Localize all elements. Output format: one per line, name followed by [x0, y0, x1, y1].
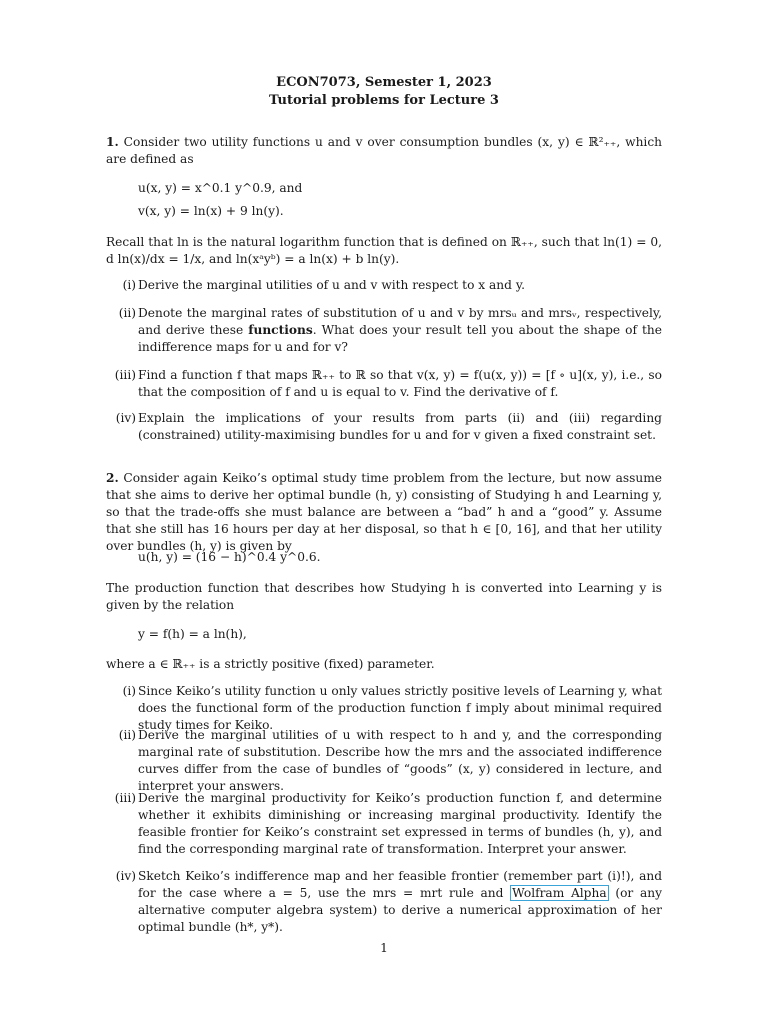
- q1-item-iii-label: (iii): [114, 368, 136, 382]
- q1-item-iii: [106, 367, 662, 401]
- q1-item-ii: [106, 305, 662, 356]
- q2-item-iv-text-post: (or any alternative computer algebra system) to derive a numerical approximation of her optimal bundle (h*, y*).: [138, 886, 662, 934]
- q1-item-i-label: (i): [122, 278, 136, 292]
- q2-intro-text: Consider again Keiko’s optimal study time problem from the lecture, but now assume that she aims to derive her optimal bundle (h, y) consisting of Studying h and Learning y, so that the trade-offs she must balance are between a “bad” h and a “good” y. Assume that she still has 16 hours per day at her disposal, so that h ∈ [0, 16], and that her utility over bundles (h, y) is given by: [106, 471, 662, 553]
- document-subtitle: Tutorial problems for Lecture 3: [269, 93, 499, 108]
- q2-where: [106, 656, 662, 673]
- q1-recall: [106, 234, 662, 268]
- q1-item-i: [106, 277, 662, 294]
- q1-intro: [106, 134, 662, 168]
- q2-item-iii-label: (iii): [114, 791, 136, 805]
- q1-item-iii-text: Find a function f that maps ℝ₊₊ to ℝ so that v(x, y) = f(u(x, y)) = [f ∘ u](x, y), i.e., so that the composition of f and u is equal to v. Find the derivative of f.: [138, 368, 662, 399]
- q2-item-i-label: (i): [122, 684, 136, 698]
- q2-item-ii-text: Derive the marginal utilities of u with respect to h and y, and the corresponding marginal rate of substitution. Describe how the mrs and the associated indifference curves differ from the case of bundles of “goods” (x, y) considered in lecture, and interpret your answers.: [138, 728, 662, 793]
- q2-item-iv-text-pre: Sketch Keiko’s indifference map and her feasible frontier (remember part (i)!), and for the case where a = 5, use the mrs = mrt rule and: [138, 869, 662, 900]
- q1-equation-v: v(x, y) = ln(x) + 9 ln(y).: [138, 204, 284, 218]
- page-number: 1: [380, 941, 388, 955]
- q2-equation-u: u(h, y) = (16 − h)^0.4 y^0.6.: [138, 550, 321, 564]
- q2-item-i-text: Since Keiko’s utility function u only values strictly positive levels of Learning y, what does the functional form of the production function f imply about minimal required study times for Keiko.: [138, 684, 662, 732]
- course-title: ECON7073, Semester 1, 2023: [276, 75, 492, 90]
- q1-item-ii-text-pre: Denote the marginal rates of substitution of u and v by mrsᵤ and mrsᵥ, respectively, and derive these: [138, 306, 662, 337]
- q2-number: 2.: [106, 471, 119, 485]
- q2-where-text: where a ∈ ℝ₊₊ is a strictly positive (fixed) parameter.: [106, 657, 435, 671]
- q1-intro-text: Consider two utility functions u and v over consumption bundles (x, y) ∈ ℝ²₊₊, which are defined as: [106, 135, 662, 166]
- q1-item-ii-text-post: . What does your result tell you about the shape of the indifference maps for u and for v?: [138, 323, 662, 354]
- wolfram-alpha-link[interactable]: Wolfram Alpha: [512, 886, 607, 900]
- q1-equation-u: u(x, y) = x^0.1 y^0.9, and: [138, 181, 303, 195]
- q1-item-iv: [106, 410, 662, 444]
- q1-item-iv-text: Explain the implications of your results from parts (ii) and (iii) regarding (constrained) utility-maximising bundles for u and for v given a fixed constraint set.: [138, 411, 662, 442]
- q1-item-iv-label: (iv): [115, 411, 136, 425]
- q2-equation-f: y = f(h) = a ln(h),: [138, 627, 247, 641]
- q2-item-iv-label: (iv): [115, 869, 136, 883]
- q2-intro: [106, 470, 662, 555]
- q1-item-ii-bold: functions: [248, 323, 313, 337]
- document-header: [0, 74, 768, 110]
- q1-number: 1.: [106, 135, 119, 149]
- q2-item-ii-label: (ii): [118, 728, 136, 742]
- q2-production: [106, 580, 662, 614]
- q2-item-iii: [106, 790, 662, 858]
- q2-item-iv: [106, 868, 662, 936]
- q2-item-iv-text: [138, 868, 662, 936]
- q2-item-iii-text: Derive the marginal productivity for Keiko’s production function f, and determine whether it exhibits diminishing or increasing marginal productivity. Identify the feasible frontier for Keiko’s constraint set expressed in terms of bundles (h, y), and find the corresponding marginal rate of transformation. Interpret your answer.: [138, 791, 662, 856]
- q2-item-ii: [106, 727, 662, 795]
- q1-item-ii-text: [138, 305, 662, 356]
- q1-recall-text: Recall that ln is the natural logarithm function that is defined on ℝ₊₊, such that ln(1) = 0, d ln(x)/dx = 1/x, and ln(xᵃyᵇ) = a ln(x) + b ln(y).: [106, 235, 662, 266]
- q1-item-i-text: Derive the marginal utilities of u and v with respect to x and y.: [138, 278, 525, 292]
- q1-item-ii-label: (ii): [118, 306, 136, 320]
- q2-production-text: The production function that describes how Studying h is converted into Learning y is given by the relation: [106, 581, 662, 612]
